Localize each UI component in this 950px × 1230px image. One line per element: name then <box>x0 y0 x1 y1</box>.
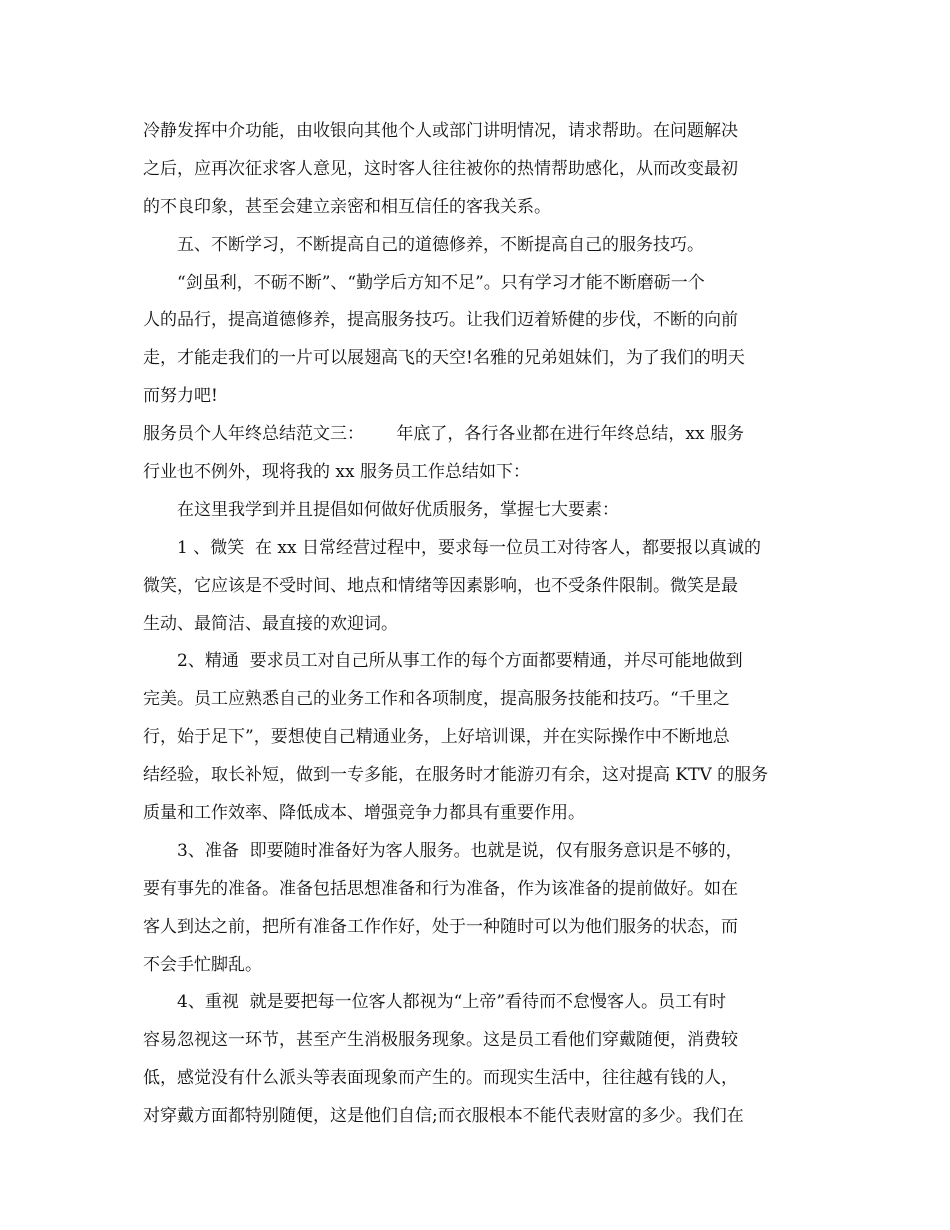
text-line: 要有事先的准备。准备包括思想准备和行为准备，作为该准备的提前做好。如在 <box>143 878 738 899</box>
text-line: 3、准备 即要随时准备好为客人服务。也就是说，仅有服务意识是不够的， <box>177 840 743 861</box>
text-line: 而努力吧! <box>143 386 218 407</box>
text-line: 2、精通 要求员工对自己所从事工作的每个方面都要精通，并尽可能地做到 <box>177 651 743 672</box>
text-line: 在这里我学到并且提倡如何做好优质服务，掌握七大要素： <box>177 499 619 520</box>
text-line: 之后，应再次征求客人意见，这时客人往往被你的热情帮助感化，从而改变最初 <box>143 158 738 179</box>
text-line: 生动、最简洁、最直接的欢迎词。 <box>143 613 398 634</box>
text-line: 对穿戴方面都特别随便，这是他们自信;而衣服根本不能代表财富的多少。我们在 <box>143 1106 744 1127</box>
text-line: 五、不断学习，不断提高自己的道德修养，不断提高自己的服务技巧。 <box>177 234 704 255</box>
text-line: 的不良印象，甚至会建立亲密和相互信任的客我关系。 <box>143 196 551 217</box>
text-line: 客人到达之前，把所有准备工作作好，处于一种随时可以为他们服务的状态，而 <box>143 916 738 937</box>
text-line: 结经验，取长补短，做到一专多能，在服务时才能游刃有余，这对提高 KTV 的服务 <box>143 765 769 786</box>
text-line: 行业也不例外，现将我的 xx 服务员工作总结如下： <box>143 462 530 483</box>
document-body <box>143 113 813 1136</box>
text-line: 微笑，它应该是不受时间、地点和情绪等因素影响，也不受条件限制。微笑是最 <box>143 575 738 596</box>
text-line: 质量和工作效率、降低成本、增强竞争力都具有重要作用。 <box>143 803 585 824</box>
text-line: 低，感觉没有什么派头等表面现象而产生的。而现实生活中，往往越有钱的人， <box>143 1068 738 1089</box>
text-line: 容易忽视这一环节，甚至产生消极服务现象。这是员工看他们穿戴随便，消费较 <box>143 1030 738 1051</box>
text-line: 完美。员工应熟悉自己的业务工作和各项制度，提高服务技能和技巧。“千里之 <box>143 689 730 710</box>
text-line: 1 、微笑 在 xx 日常经营过程中，要求每一位员工对待客人，都要报以真诚的 <box>177 537 762 558</box>
text-line: 4、重视 就是要把每一位客人都视为“上帝”看待而不怠慢客人。员工有时 <box>177 992 727 1013</box>
text-line: 行，始于足下”，要想使自己精通业务，上好培训课，并在实际操作中不断地总 <box>143 727 730 748</box>
text-line: “剑虽利，不砺不断”、“勤学后方知不足”。只有学习才能不断磨砺一个 <box>177 272 705 293</box>
text-line: 不会手忙脚乱。 <box>143 954 262 975</box>
text-line: 走，才能走我们的一片可以展翅高飞的天空!名雅的兄弟姐妹们，为了我们的明天 <box>143 348 745 369</box>
text-line: 冷静发挥中介功能，由收银向其他个人或部门讲明情况，请求帮助。在问题解决 <box>143 121 738 141</box>
text-line: 人的品行，提高道德修养，提高服务技巧。让我们迈着矫健的步伐，不断的向前 <box>143 310 738 331</box>
text-line: 服务员个人年终总结范文三： 年底了，各行各业都在进行年终总结，xx 服务 <box>143 424 744 445</box>
